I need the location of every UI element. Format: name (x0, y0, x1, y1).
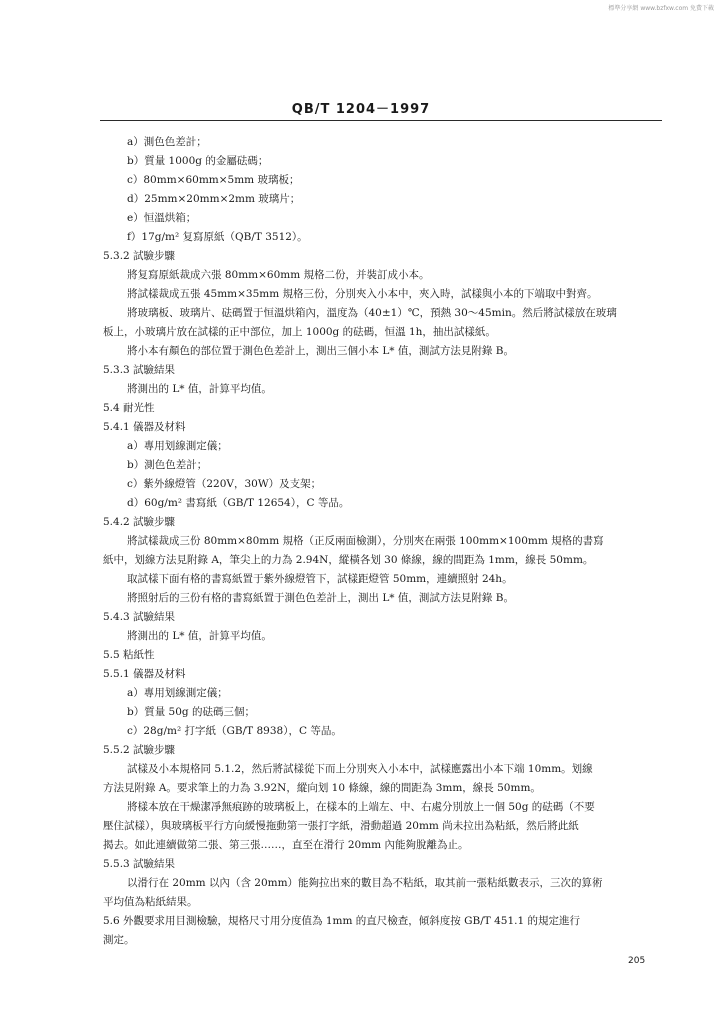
section-heading: 5.6 外觀要求用目測檢驗，規格尺寸用分度值為 1mm 的直尺檢查，傾斜度按 GB/T 451.1 的規定進行 (103, 915, 581, 927)
paragraph-line: 方法見附錄 A。要求筆上的力為 3.92N，縱向划 10 條線，線的間距為 3mm，線長 50mm。 (103, 782, 541, 794)
paragraph-line: 取試樣下面有格的書寫紙置于紫外線燈管下，試樣距燈管 50mm，連續照射 24h。 (127, 573, 513, 585)
list-item: f）17g/m² 复寫原紙（QB/T 3512）。 (127, 231, 308, 243)
header-rule (100, 120, 662, 121)
standard-code-header: QB/T 1204－1997 (291, 102, 431, 117)
section-heading: 5.4.3 試驗結果 (103, 611, 176, 623)
list-item: b）測色色差計； (127, 459, 208, 471)
section-heading: 5.5 粘紙性 (103, 649, 155, 661)
section-heading: 5.5.3 試驗結果 (103, 858, 176, 870)
list-item: b）質量 1000g 的金屬砝碼； (127, 155, 269, 167)
list-item: b）質量 50g 的砝碼三個； (127, 706, 255, 718)
paragraph-line: 平均值為粘紙結果。 (103, 896, 198, 908)
paragraph-line: 將試樣裁成三份 80mm×80mm 規格（正反兩面檢測），分別夾在兩張 100mm×100mm 規格的書寫 (127, 535, 604, 547)
list-item: c）紫外線燈管（220V，30W）及支架； (127, 478, 322, 490)
list-item: c）28g/m² 打字紙（GB/T 8938），C 等品。 (127, 725, 342, 737)
section-heading: 5.3.3 試驗結果 (103, 364, 176, 376)
paragraph-line: 測定。 (103, 934, 135, 946)
paragraph-line: 將樣本放在干燥潔凈無痕跡的玻璃板上，在樣本的上端左、中、右處分別放上一個 50g 的砝碼（不要 (127, 801, 595, 813)
paragraph-line: 將照射后的三份有格的書寫紙置于測色色差計上，測出 L* 值，測試方法見附錄 B。 (127, 592, 514, 604)
paragraph-line: 將測出的 L* 值，計算平均值。 (127, 630, 272, 642)
paragraph-line: 紙中，划線方法見附錄 A，筆尖上的力為 2.94N，縱橫各划 30 條線，線的間距為 1mm，線長 50mm。 (103, 554, 594, 566)
list-item: d）60g/m² 書寫紙（GB/T 12654），C 等品。 (127, 497, 350, 509)
section-heading: 5.3.2 試驗步驟 (103, 250, 176, 262)
watermark-text: 標準分享網 www.bzfxw.com 免費下載 (608, 5, 714, 12)
section-heading: 5.4.1 儀器及材料 (103, 421, 186, 433)
list-item: a）專用划線測定儀； (127, 440, 228, 452)
section-heading: 5.5.2 試驗步驟 (103, 744, 176, 756)
list-item: a）專用划線測定儀； (127, 687, 228, 699)
paragraph-line: 揭去。如此連續做第二張、第三張……，直至在滑行 20mm 內能夠脫離為止。 (103, 839, 469, 851)
list-item: d）25mm×20mm×2mm 玻璃片； (127, 193, 301, 205)
list-item: e）恒溫烘箱； (127, 212, 197, 224)
paragraph-line: 壓住試樣），與玻璃板平行方向緩慢拖動第一張打字紙，滑動超過 20mm 尚未拉出為粘紙，然后將此紙 (103, 820, 579, 832)
paragraph-line: 將小本有顏色的部位置于測色色差計上，測出三個小本 L* 值，測試方法見附錄 B。 (127, 345, 514, 357)
paragraph-line: 將試樣裁成五張 45mm×35mm 規格三份，分別夾入小本中，夾入時，試樣與小本的下端取中對齊。 (127, 288, 598, 300)
paragraph-line: 試樣及小本規格同 5.1.2，然后將試樣從下而上分別夾入小本中，試樣應露出小本下端 10mm。划線 (127, 763, 593, 775)
paragraph-line: 以滑行在 20mm 以內（含 20mm）能夠拉出來的數目為不粘紙，取其前一張粘紙數表示，三次的算術 (127, 877, 603, 889)
paragraph-line: 板上，小玻璃片放在試樣的正中部位，加上 1000g 的砝碼，恒溫 1h，抽出試樣紙。 (103, 326, 496, 338)
paragraph-line: 將測出的 L* 值，計算平均值。 (127, 383, 272, 395)
section-heading: 5.4 耐光性 (103, 402, 155, 414)
list-item: a）測色色差計； (127, 136, 207, 148)
paragraph-line: 將复寫原紙裁成六張 80mm×60mm 規格二份，并裝訂成小本。 (127, 269, 430, 281)
paragraph-line: 將玻璃板、玻璃片、砝碼置于恒溫烘箱內，溫度為（40±1）℃，預熱 30～45min。然后將試樣放在玻璃 (127, 307, 617, 319)
section-heading: 5.4.2 試驗步驟 (103, 516, 176, 528)
page-number: 205 (628, 956, 646, 966)
section-heading: 5.5.1 儀器及材料 (103, 668, 186, 680)
list-item: c）80mm×60mm×5mm 玻璃板； (127, 174, 300, 186)
